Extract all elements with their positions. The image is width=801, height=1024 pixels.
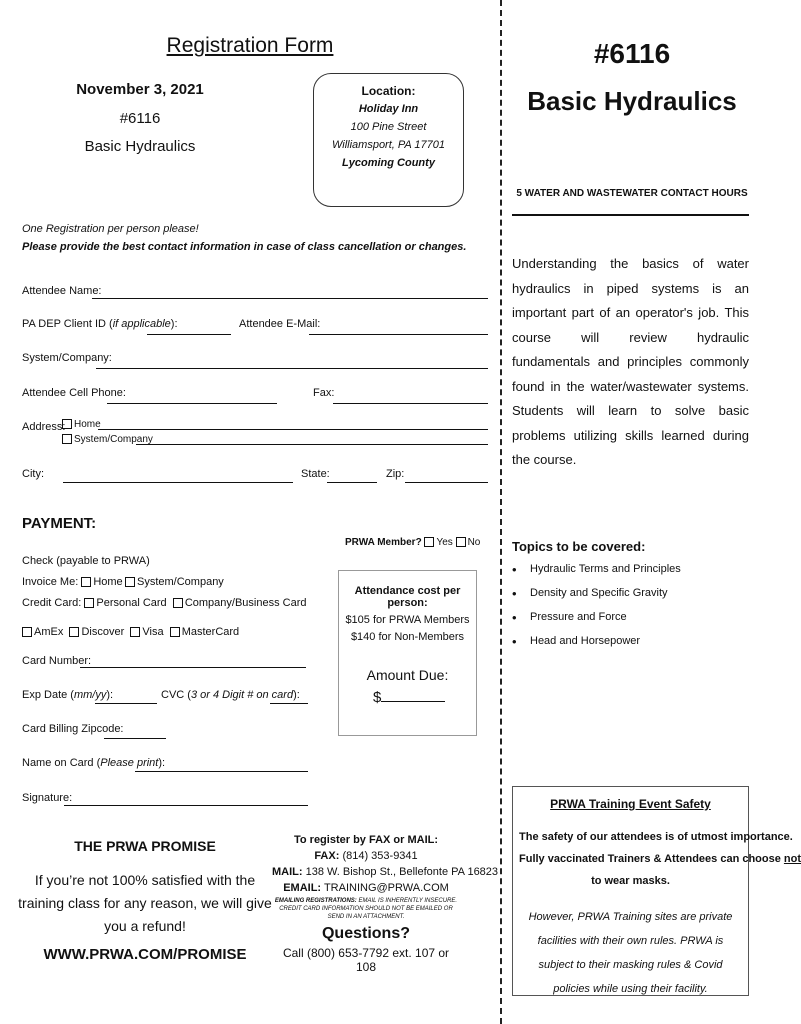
cell-phone-label: Attendee Cell Phone: [22,387,126,399]
course-number-left: #6116 [119,110,161,127]
credit-card-row [22,597,306,609]
location-county: Lycoming County [342,157,435,169]
register-email-value[interactable]: TRAINING@PRWA.COM [323,882,449,894]
location-city: Williamsport, PA 17701 [331,139,445,151]
pa-dep-label [22,318,178,330]
state-label: State: [301,468,330,480]
billing-zip-label: Card Billing Zipcode: [22,723,124,735]
amex-label: AmEx [34,626,64,638]
payment-heading: PAYMENT: [22,515,97,532]
topic-item: • Pressure and Force [512,611,752,635]
credit-card-label: Credit Card: [22,597,82,609]
name-on-card-prefix: Name on Card ( [22,757,101,769]
invoice-row [22,576,123,588]
email-warning-text: EMAIL IS INHERENTLY INSECURE. CREDIT CARD INFORMATION SHOULD NOT BE EMAILED OR SEND IN AN ATTACHMENT. [279,898,458,920]
amount-due-field[interactable] [381,689,445,702]
member-question [345,536,481,548]
signature-label: Signature: [22,792,73,804]
card-type-row [22,626,239,638]
discover-checkbox[interactable] [69,627,79,637]
cost-heading: Attendance cost per person: [354,585,461,609]
register-email-label: EMAIL: [283,882,322,894]
exp-date-field[interactable] [95,703,157,704]
pa-dep-label-suffix: ): [170,318,178,330]
address-label: Address: [22,421,66,433]
exp-date-suffix: ): [106,689,114,701]
safety-not: not [783,853,801,865]
invoice-system-label: System/Company [137,576,224,588]
safety-line-2 [519,853,801,865]
address-home-checkbox[interactable] [62,419,72,429]
safety-heading: PRWA Training Event Safety [550,797,711,811]
register-section [272,834,499,974]
register-email [272,882,460,894]
register-mail-value: 138 W. Bishop St., Bellefonte PA 16823 [305,866,499,878]
member-no-label: No [467,537,481,548]
course-number-right: #6116 [593,38,671,69]
member-no-checkbox[interactable] [456,537,466,547]
personal-card-checkbox[interactable] [84,598,94,608]
contact-hours: 5 WATER AND WASTEWATER CONTACT HOURS [516,188,748,199]
member-yes-label: Yes [436,537,453,548]
attendee-name-label: Attendee Name: [22,285,102,297]
name-on-card-field[interactable] [135,771,308,772]
pa-dep-label-prefix: PA DEP Client ID ( [22,318,113,330]
register-mail-label: MAIL: [272,866,303,878]
cost-box [338,570,477,736]
dollar-sign: $ [373,689,382,706]
signature-field[interactable] [64,805,308,806]
amount-due-row [373,689,476,706]
billing-zip-field[interactable] [104,738,166,739]
member-yes-checkbox[interactable] [424,537,434,547]
exp-date-italic: mm/yy [73,689,107,701]
business-card-checkbox[interactable] [173,598,183,608]
promise-heading: THE PRWA PROMISE [74,838,216,854]
zip-label: Zip: [386,468,405,480]
system-company-field[interactable] [96,368,488,369]
amount-due-label: Amount Due: [366,667,449,683]
cost-members: $105 for PRWA Members [345,614,470,626]
fax-field[interactable] [333,403,488,404]
mastercard-checkbox[interactable] [170,627,180,637]
personal-card-label: Personal Card [96,597,167,609]
note-two: Please provide the best contact information in case of class cancellation or changes. [22,241,467,253]
mastercard-label: MasterCard [181,626,240,638]
contact-hours-rule [512,214,749,216]
invoice-home-label: Home [93,576,123,588]
register-fax-value: (814) 353-9341 [342,850,418,862]
name-on-card-label [22,757,165,769]
address-home-option[interactable] [62,419,101,430]
name-on-card-suffix: ): [158,757,166,769]
topic-item: • Hydraulic Terms and Principles [512,563,752,587]
cvc-suffix: ): [293,689,300,701]
check-option: Check (payable to PRWA) [22,555,150,567]
attendee-email-field[interactable] [309,334,488,335]
cell-phone-field[interactable] [107,403,277,404]
cvc-prefix: CVC ( [161,689,191,701]
address-system-checkbox[interactable] [62,434,72,444]
safety-line-3: to wear masks. [591,875,670,887]
topics-heading: Topics to be covered: [512,539,646,554]
form-title: Registration Form [166,34,334,57]
address-system-label: System/Company [74,434,153,445]
questions-phone: Call (800) 653-7792 ext. 107 or 108 [282,946,450,974]
safety-line-2-text: Fully vaccinated Trainers & Attendees can choose [519,853,784,865]
name-on-card-italic: Please print [100,757,159,769]
pa-dep-label-italic: if applicable [112,318,171,330]
register-mail [272,866,499,878]
email-warning-bold: EMAILING REGISTRATIONS: [274,898,357,904]
card-number-field[interactable] [80,667,306,668]
card-number-label: Card Number: [22,655,92,667]
topics-list [512,563,752,659]
address-home-label: Home [74,419,101,430]
business-card-label: Company/Business Card [184,597,307,609]
promise-line-3: you a refund! [104,918,186,934]
city-label: City: [22,468,44,480]
register-heading: To register by FAX or MAIL: [293,834,439,846]
safety-italic: However, PRWA Training sites are private facilities with their own rules. PRWA is subject to their masking rules & Covid policies while using their facility. [528,911,733,995]
topic-item: • Head and Horsepower [512,635,752,659]
safety-box [512,786,801,996]
invoice-home-checkbox[interactable] [81,577,91,587]
topic-item: • Density and Specific Gravity [512,587,752,611]
cut-line-divider [500,0,502,1024]
system-company-label: System/Company: [22,352,112,364]
address-line-1[interactable] [98,429,488,430]
attendee-name-field[interactable] [92,298,488,299]
exp-date-prefix: Exp Date ( [22,689,74,701]
location-heading: Location: [361,84,416,98]
email-warning [272,897,460,921]
register-fax [272,850,460,862]
promise-line-2: training class for any reason, we will give [18,895,272,911]
location-venue: Holiday Inn [358,103,419,115]
note-one: One Registration per person please! [22,223,199,235]
exp-date-label [22,689,113,701]
discover-label: Discover [81,626,125,638]
visa-label: Visa [142,626,164,638]
address-line-2[interactable] [136,444,488,445]
cvc-field[interactable] [270,703,308,704]
course-date: November 3, 2021 [76,81,204,98]
amex-checkbox[interactable] [22,627,32,637]
questions-heading: Questions? [321,925,410,942]
invoice-system-checkbox[interactable] [125,577,135,587]
attendee-email-label: Attendee E-Mail: [239,318,321,330]
state-field[interactable] [327,482,377,483]
invoice-label: Invoice Me: [22,576,79,588]
register-fax-label: FAX: [314,850,340,862]
promise-url[interactable]: WWW.PRWA.COM/PROMISE [43,946,247,963]
location-street: 100 Pine Street [350,121,427,133]
city-field[interactable] [63,482,293,483]
zip-field[interactable] [405,482,488,483]
invoice-system-option[interactable] [125,576,224,588]
visa-checkbox[interactable] [130,627,140,637]
course-description: Understanding the basics of water hydraulics in piped systems is an important part of an operator's job. This course will review hydraulic fundamentals and principles commonly found in the water/wastewater systems. Students will learn to solve basic problems utilizing skills learned during the course. [512,256,749,467]
location-box [313,73,464,207]
course-name-right: Basic Hydraulics [527,86,737,116]
cvc-label [161,689,300,701]
fax-label: Fax: [313,387,335,399]
cvc-italic: 3 or 4 Digit # on card [190,689,294,701]
pa-dep-field[interactable] [147,334,231,335]
safety-line-1: The safety of our attendees is of utmost importance. [519,831,793,843]
promise-line-1: If you’re not 100% satisfied with the [34,872,256,888]
promise-section [15,838,275,963]
course-name-left: Basic Hydraulics [84,138,196,155]
member-question-label: PRWA Member? [345,537,422,548]
cost-non-members: $140 for Non-Members [350,631,465,643]
